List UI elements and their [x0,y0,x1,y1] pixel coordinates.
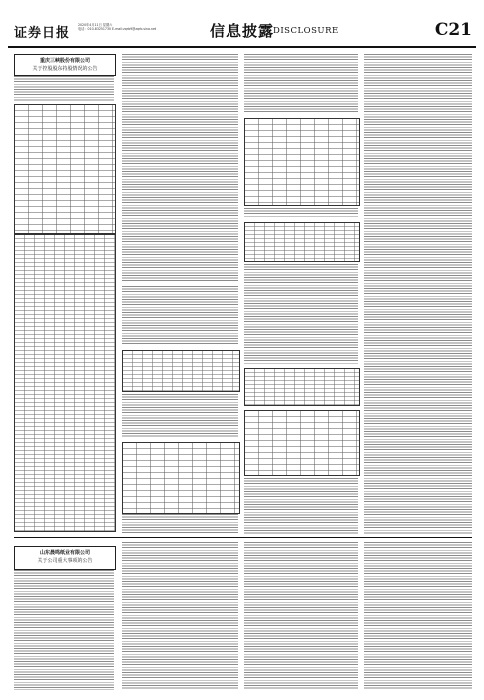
data-table [244,118,360,206]
masthead-contact: 电话：010-83251730 E-mail:zqrb9@zqrb.sina.net [78,27,157,32]
data-table [244,410,360,476]
text-column [244,208,358,218]
text-column [122,542,238,690]
text-column [244,54,358,114]
text-column [122,54,238,282]
section-divider [14,537,472,538]
announcement-company: 重庆三峡股份有限公司 [39,58,90,64]
announcement-header-top-left [14,54,116,76]
data-table [14,234,116,532]
text-column [122,514,238,534]
masthead [8,20,476,48]
text-column [122,394,238,438]
data-table [244,222,360,262]
text-column [14,76,114,102]
data-table [244,368,360,406]
announcement-title: 关于控股股东持股情况的公告 [32,66,98,72]
text-column [244,542,358,690]
announcement-header-bottom-left [14,546,116,570]
text-column [244,478,358,534]
text-column [364,542,472,690]
page-number: C21 [434,20,472,40]
text-column [364,54,472,534]
newspaper-logo: 证券日报 [14,26,71,41]
section-title-en: DISCLOSURE [273,26,339,36]
announcement-company: 山东晨鸣纸业有限公司 [39,550,90,556]
data-table [122,442,240,514]
announcement-title: 关于公司重大事项的公告 [37,558,93,564]
masthead-meta [78,23,156,31]
text-column [244,264,358,364]
section-title: 信息披露 [210,22,275,40]
data-table [122,350,240,392]
masthead-date: 2020年4月11日 星期六 [78,23,113,27]
data-table [14,104,116,234]
text-column [14,570,114,690]
text-column [122,286,238,346]
